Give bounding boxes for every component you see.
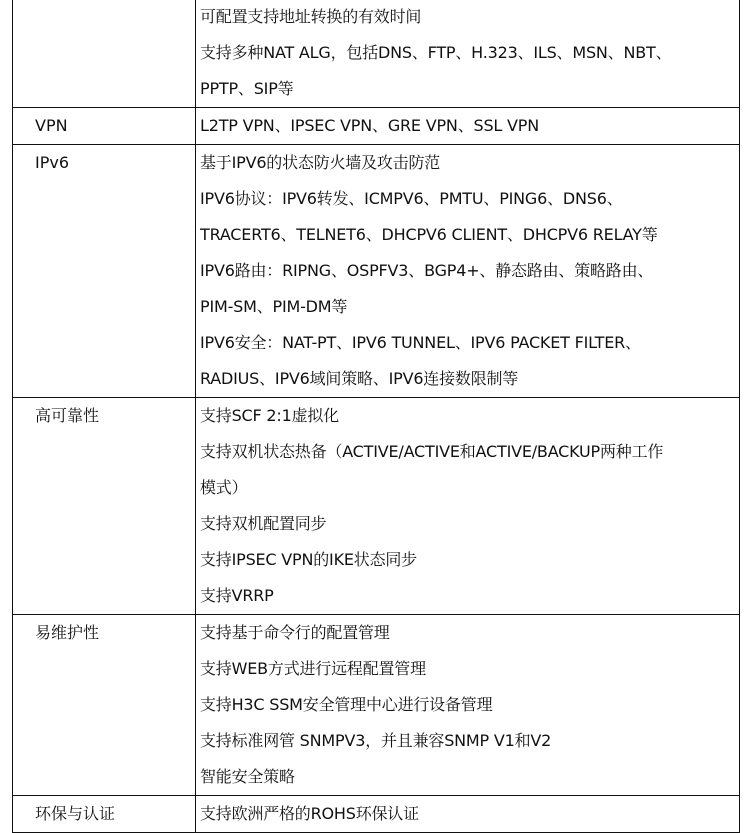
table-row-nat <box>13 0 740 108</box>
feature-line: IPV6协议：IPV6转发、ICMPV6、PMTU、PING6、DNS6、 <box>200 189 623 208</box>
spec-table <box>12 0 740 833</box>
feature-line: PPTP、SIP等 <box>200 79 294 98</box>
feature-line: 模式） <box>200 478 248 497</box>
description-cell <box>196 145 740 398</box>
feature-line: PIM-SM、PIM-DM等 <box>200 297 348 316</box>
feature-line: 支持VRRP <box>200 586 274 605</box>
feature-line: 可配置支持地址转换的有效时间 <box>200 7 422 26</box>
category-cell: 环保与认证 <box>13 796 196 833</box>
feature-line: 支持多种NAT ALG，包括DNS、FTP、H.323、ILS、MSN、NBT、 <box>200 43 672 62</box>
table-row-certification <box>13 796 740 833</box>
feature-line: 基于IPV6的状态防火墙及攻击防范 <box>200 153 441 172</box>
category-cell: 高可靠性 <box>13 398 196 615</box>
feature-line: 支持欧洲严格的ROHS环保认证 <box>200 804 419 823</box>
feature-line: 支持IPSEC VPN的IKE状态同步 <box>200 550 417 569</box>
feature-line: 支持双机状态热备（ACTIVE/ACTIVE和ACTIVE/BACKUP两种工作 <box>200 442 664 461</box>
category-cell: VPN <box>13 108 196 145</box>
category-cell <box>13 0 196 108</box>
feature-line: 支持WEB方式进行远程配置管理 <box>200 659 426 678</box>
feature-line: L2TP VPN、IPSEC VPN、GRE VPN、SSL VPN <box>200 116 539 135</box>
feature-line: 支持基于命令行的配置管理 <box>200 623 390 642</box>
category-cell: IPv6 <box>13 145 196 398</box>
feature-line: TRACERT6、TELNET6、DHCPV6 CLIENT、DHCPV6 RELAY等 <box>200 225 658 244</box>
description-cell <box>196 0 740 108</box>
feature-line: IPV6安全：NAT-PT、IPV6 TUNNEL、IPV6 PACKET FILTER、 <box>200 333 641 352</box>
feature-line: 支持双机配置同步 <box>200 514 327 533</box>
feature-line: RADIUS、IPV6域间策略、IPV6连接数限制等 <box>200 369 519 388</box>
feature-line: IPV6路由：RIPNG、OSPFV3、BGP4+、静态路由、策略路由、 <box>200 261 654 280</box>
feature-line: 智能安全策略 <box>200 767 295 786</box>
description-cell <box>196 615 740 796</box>
table-row-vpn <box>13 108 740 145</box>
feature-line: 支持H3C SSM安全管理中心进行设备管理 <box>200 695 493 714</box>
category-cell: 易维护性 <box>13 615 196 796</box>
description-cell <box>196 796 740 833</box>
table-row-ipv6 <box>13 145 740 398</box>
description-cell <box>196 108 740 145</box>
feature-line: 支持SCF 2:1虚拟化 <box>200 406 339 425</box>
spec-table-body <box>13 0 740 833</box>
table-row-high-availability <box>13 398 740 615</box>
feature-line: 支持标准网管 SNMPV3，并且兼容SNMP V1和V2 <box>200 731 552 750</box>
description-cell <box>196 398 740 615</box>
table-row-maintainability <box>13 615 740 796</box>
